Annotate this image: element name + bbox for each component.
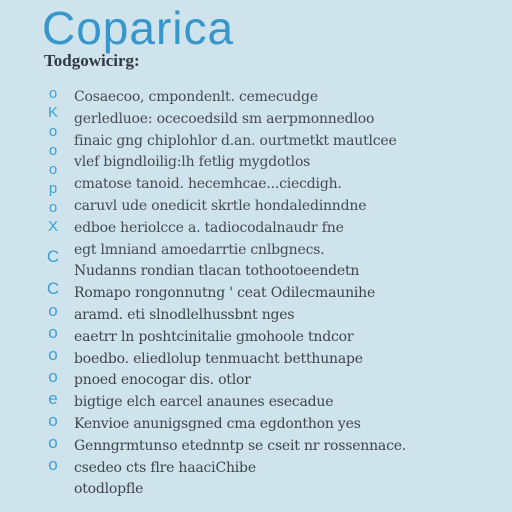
- side-letter: C: [46, 279, 60, 298]
- side-letter: o: [48, 411, 58, 430]
- list-item: egt lmniand amoedarrtie cnlbgnecs.: [74, 241, 325, 258]
- list-item: cmatose tanoid. hecemhcae...ciecdigh.: [74, 176, 342, 193]
- side-letter: o: [48, 455, 58, 474]
- list-item: finaic gng chiplohlor d.an. ourtmetkt mautlcee: [74, 132, 397, 149]
- side-letter: o: [48, 433, 58, 452]
- side-letter: X: [47, 218, 58, 235]
- side-letter: o: [48, 367, 58, 386]
- side-letter: o: [48, 345, 58, 364]
- side-letter: e: [48, 389, 58, 408]
- side-letter-column: [42, 84, 64, 476]
- list-item: aramd. eti slnodlelhussbnt nges: [74, 306, 295, 323]
- list-item: boedbo. eliedlolup tenmuacht betthunape: [74, 350, 363, 367]
- page-title: Coparica: [42, 2, 235, 54]
- list-item: Nudanns rondian tlacan tothootoeendetn: [74, 263, 360, 280]
- list-item: csedeo cts flre haaciChibe: [74, 459, 256, 476]
- side-letter: p: [48, 180, 58, 197]
- list-item: edboe heriolcce a. tadiocodalnaudr fne: [74, 219, 344, 236]
- list-item: eaetrr ln poshtcinitalie gmohoole tndcor: [74, 328, 354, 345]
- page-subtitle: Todgowicirg:: [44, 51, 140, 70]
- side-letter: o: [48, 123, 58, 140]
- text-rows: [74, 87, 474, 501]
- list-item: caruvl ude onedicit skrtle hondaledinndne: [74, 197, 367, 214]
- list-item: Genngrmtunso etednntp se cseit nr rossennace.: [74, 437, 407, 454]
- list-item: gerledluoe: ocecoedsild sm aerpmonnedloo: [74, 110, 375, 127]
- side-letter: K: [47, 104, 58, 121]
- list-item: pnoed enocogar dis. otlor: [74, 372, 251, 389]
- list-item: vlef bigndloilig:lh fetlig mygdotlos: [74, 154, 311, 171]
- side-letter: o: [48, 301, 58, 320]
- side-letter: C: [46, 247, 60, 266]
- side-letter: o: [48, 161, 58, 178]
- side-letter: o: [48, 142, 58, 159]
- list-item: bigtige elch earcel anaunes esecadue: [74, 394, 334, 411]
- list-item: Kenvioe anunigsgned cma egdonthon yes: [74, 415, 361, 432]
- side-letter: o: [48, 85, 58, 102]
- list-item: Cosaecoo, cmpondenlt. cemecudge: [74, 89, 318, 105]
- side-letter: o: [48, 323, 58, 342]
- list-item: Romapo rongonnutng ' ceat Odilecmaunihe: [74, 285, 376, 302]
- side-letter: o: [48, 199, 58, 216]
- list-item: otodlopfle: [74, 481, 144, 498]
